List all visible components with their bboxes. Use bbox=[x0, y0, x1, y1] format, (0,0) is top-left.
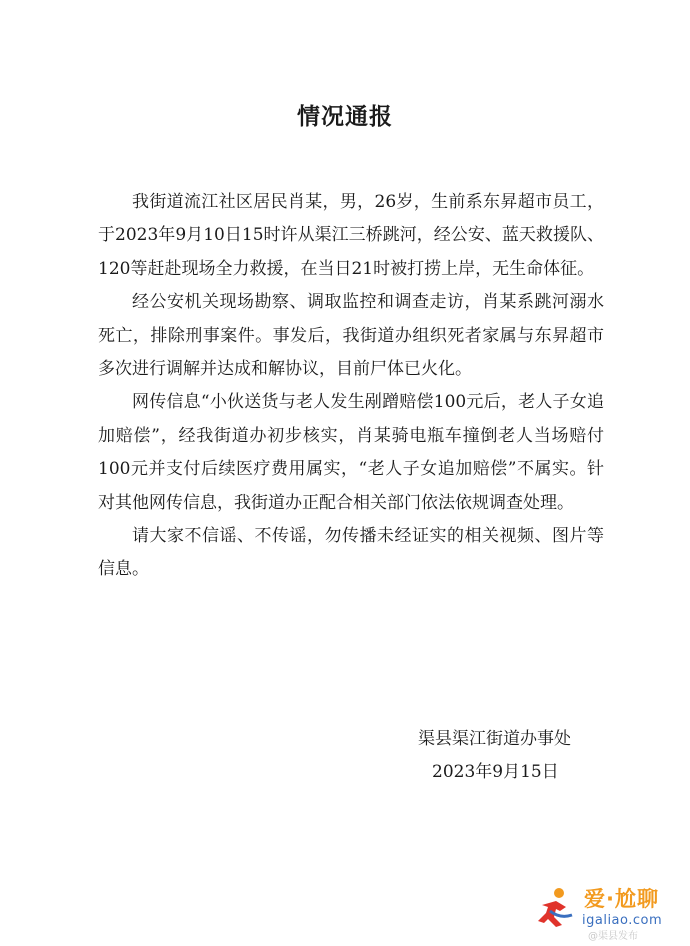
watermark-faint-text: @渠县发布 bbox=[588, 931, 638, 942]
site-watermark bbox=[530, 877, 690, 943]
signature-date: 2023年9月15日 bbox=[432, 762, 559, 782]
signature-organization: 渠县渠江街道办事处 bbox=[418, 729, 571, 749]
paragraph-4: 请大家不信谣、不传谣，勿传播未经证实的相关视频、图片等信息。 bbox=[98, 526, 604, 580]
running-figure-logo-icon bbox=[536, 885, 576, 929]
watermark-domain: igaliao.com bbox=[582, 913, 663, 928]
paragraph-1: 我街道流江社区居民肖某，男，26岁，生前系东昇超市员工，于2023年9月10日15时许从渠江三桥跳河，经公安、蓝天救援队、120等赶赴现场全力救援，在当日21时被打捞上岸，无生命体征。 bbox=[98, 192, 604, 279]
watermark-brand: 爱·尬聊 bbox=[584, 887, 659, 911]
paragraph-3: 网传信息“小伙送货与老人发生剐蹭赔偿100元后，老人子女追加赔偿”，经我街道办初步核实，肖某骑电瓶车撞倒老人当场赔付100元并支付后续医疗费用属实，“老人子女追加赔偿”不属实。针对其他网传信息，我街道办正配合相关部门依法依规调查处理。 bbox=[98, 392, 604, 513]
document-body bbox=[98, 186, 604, 587]
signature-block bbox=[380, 723, 620, 789]
document-title: 情况通报 bbox=[297, 104, 393, 130]
paragraph-2: 经公安机关现场勘察、调取监控和调查走访，肖某系跳河溺水死亡，排除刑事案件。事发后，我街道办组织死者家属与东昇超市多次进行调解并达成和解协议，目前尸体已火化。 bbox=[98, 292, 604, 380]
